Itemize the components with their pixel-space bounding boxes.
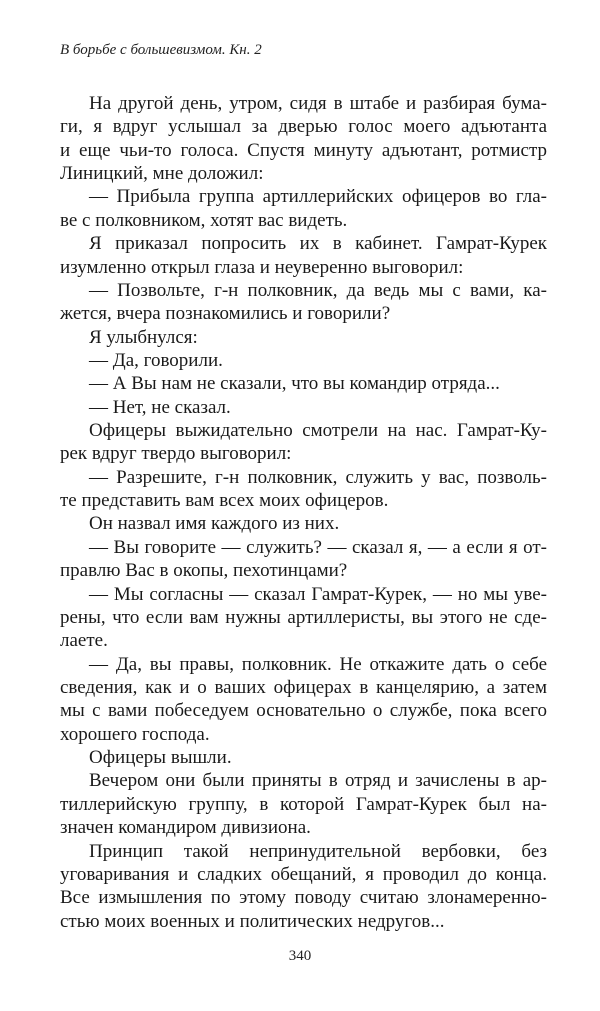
paragraph [60, 653, 547, 746]
text-line: Я приказал попросить их в кабинет. Гамрат-Курек [89, 233, 547, 255]
text-line: Вечером они были приняты в отряд и зачислены в ар- [89, 770, 547, 792]
paragraph [60, 840, 547, 933]
paragraph [60, 769, 547, 839]
page-number: 340 [288, 948, 312, 964]
text-line: те представить вам всех моих офицеров. [60, 490, 389, 512]
text-line: Офицеры вышли. [89, 747, 232, 769]
text-line: тиллерийскую группу, в которой Гамрат-Курек был на- [60, 793, 547, 815]
text-line: — Прибыла группа артиллерийских офицеров во гла- [89, 186, 547, 208]
text-line: стью моих военных и политических недругов... [60, 910, 445, 932]
text-line: Он назвал имя каждого из них. [89, 513, 340, 535]
text-line: Принцип такой непринудительной вербовки, без [89, 840, 547, 862]
text-line: Все измышления по этому поводу считаю злонамеренно- [60, 887, 547, 909]
paragraph [60, 512, 547, 535]
text-line: мы с вами побеседуем основательно о службе, пока всего [60, 700, 547, 722]
paragraph [60, 185, 547, 232]
running-head: В борьбе с большевизмом. Кн. 2 [60, 42, 262, 58]
paragraph [60, 419, 547, 466]
text-line: Я улыбнулся: [89, 326, 198, 348]
text-line: — Да, вы правы, полковник. Не откажите дать о себе [89, 653, 547, 675]
text-line: — Нет, не сказал. [89, 396, 231, 418]
text-line: и еще чьи-то голоса. Спустя минуту адъютант, ротмистр [60, 139, 547, 161]
text-line: — А Вы нам не сказали, что вы командир отряда... [89, 373, 500, 395]
text-line: Офицеры выжидательно смотрели на нас. Гамрат-Ку- [89, 420, 547, 442]
paragraph [60, 536, 547, 583]
paragraph [60, 349, 547, 372]
paragraph [60, 583, 547, 653]
text-line: Линицкий, мне доложил: [60, 163, 264, 185]
paragraph [60, 396, 547, 419]
text-line: ве с полковником, хотят вас видеть. [60, 209, 348, 231]
text-line: — Да, говорили. [89, 349, 223, 371]
text-line: — Мы согласны — сказал Гамрат-Курек, — но мы уве- [89, 583, 547, 605]
paragraph [60, 746, 547, 769]
paragraph [60, 279, 547, 326]
text-line: уговаривания и сладких обещаний, я проводил до конца. [60, 863, 547, 885]
text-line: — Вы говорите — служить? — сказал я, — а если я от- [89, 536, 547, 558]
text-line: ги, я вдруг услышал за дверью голос моего адъютанта [60, 116, 547, 138]
paragraph [60, 232, 547, 279]
text-line: жется, вчера познакомились и говорили? [60, 303, 391, 325]
paragraph [60, 466, 547, 513]
text-line: хорошего господа. [60, 723, 210, 745]
text-line: правлю Вас в окопы, пехотинцами? [60, 560, 348, 582]
text-line: — Позвольте, г-н полковник, да ведь мы с вами, ка- [89, 279, 547, 301]
text-line: лаете. [60, 630, 108, 652]
body-text [60, 92, 547, 933]
paragraph [60, 326, 547, 349]
text-line: рены, что если вам нужны артиллеристы, вы этого не сде- [60, 606, 547, 628]
text-line: сведения, как и о ваших офицерах в канцелярию, а затем [60, 676, 547, 698]
text-line: изумленно открыл глаза и неуверенно выговорил: [60, 256, 464, 278]
text-line: рек вдруг твердо выговорил: [60, 443, 292, 465]
text-line: — Разрешите, г-н полковник, служить у вас, позволь- [89, 466, 547, 488]
text-line: значен командиром дивизиона. [60, 817, 311, 839]
paragraph [60, 92, 547, 185]
text-line: На другой день, утром, сидя в штабе и разбирая бума- [89, 93, 547, 114]
paragraph [60, 372, 547, 395]
